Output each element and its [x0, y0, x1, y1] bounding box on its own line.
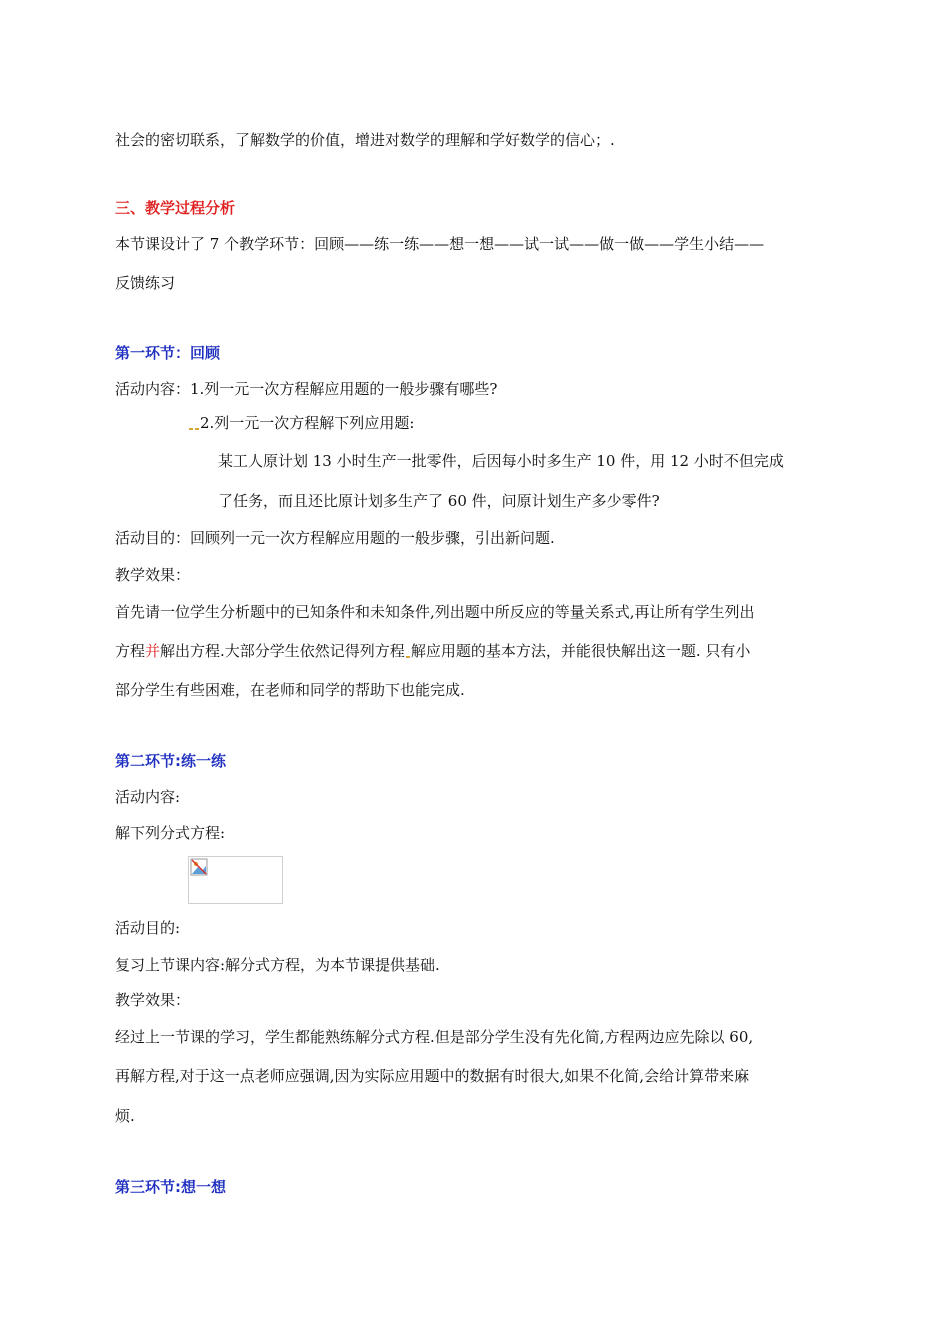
broken-image-icon [190, 858, 208, 876]
paragraph-line: 部分学生有些困难，在老师和同学的帮助下也能完成. [115, 681, 465, 699]
edit-marker [189, 428, 193, 430]
paragraph-line: 教学效果： [115, 991, 191, 1009]
edit-marker [406, 656, 410, 658]
stage-heading: 第一环节：回顾 [115, 344, 221, 362]
highlighted-text: 并 [145, 642, 161, 660]
equation-image-placeholder [188, 856, 283, 904]
paragraph-line: 活动内容：1.列一元一次方程解应用题的一般步骤有哪些? [115, 380, 498, 398]
section-heading: 三、教学过程分析 [115, 199, 236, 217]
paragraph-line: 活动目的: [115, 919, 181, 937]
paragraph-line [188, 413, 414, 433]
paragraph-line: 活动内容: [115, 788, 181, 806]
paragraph-line: 再解方程,对于这一点老师应强调,因为实际应用题中的数据有时很大,如果不化简,会给计算带来麻 [115, 1067, 750, 1085]
stage-heading: 第三环节:想一想 [115, 1178, 226, 1196]
paragraph-line: 教学效果： [115, 566, 191, 584]
paragraph-line: 解下列分式方程: [115, 824, 226, 842]
paragraph-line: 社会的密切联系，了解数学的价值，增进对数学的理解和学好数学的信心；. [115, 131, 615, 149]
text-run: 解应用题的基本方法，并能很快解出这一题. 只有小 [410, 642, 751, 660]
paragraph-line: 首先请一位学生分析题中的已知条件和未知条件,列出题中所反应的等量关系式,再让所有学生列出 [115, 603, 755, 621]
problem-line: 了任务，而且还比原计划多生产了 60 件，问原计划生产多少零件? [218, 492, 660, 510]
paragraph-line: 烦. [115, 1107, 135, 1125]
paragraph-line: 复习上节课内容:解分式方程，为本节课提供基础. [115, 956, 440, 974]
edit-marker [195, 428, 199, 430]
paragraph-line: 经过上一节课的学习，学生都能熟练解分式方程.但是部分学生没有先化简,方程两边应先除以 60, [115, 1028, 754, 1046]
paragraph-line: 活动目的：回顾列一元一次方程解应用题的一般步骤，引出新问题. [115, 529, 555, 547]
paragraph-line [115, 641, 750, 661]
paragraph-line: 本节课设计了 7 个教学环节：回顾——练一练——想一想——试一试——做一做——学生小结—— [115, 235, 765, 253]
stage-heading: 第二环节:练一练 [115, 752, 226, 770]
text-run: 方程 [115, 642, 146, 660]
paragraph-line: 反馈练习 [115, 274, 176, 292]
sub-item-text: 2.列一元一次方程解下列应用题: [200, 414, 415, 432]
problem-line: 某工人原计划 13 小时生产一批零件，后因每小时多生产 10 件，用 12 小时不但完成 [218, 452, 784, 470]
text-run: 解出方程.大部分学生依然记得列方程 [160, 642, 405, 660]
